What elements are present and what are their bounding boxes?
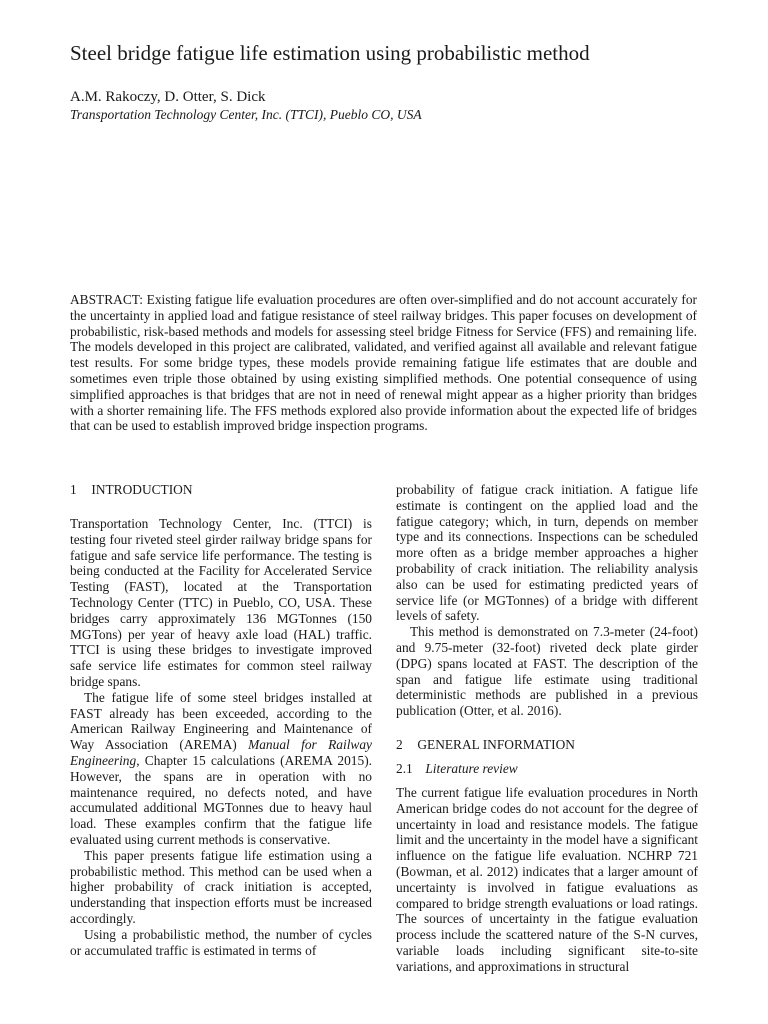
subsection-title: Literature review [425, 760, 518, 776]
manual-title: Manual for Railway Engineering [70, 737, 372, 768]
section-title: GENERAL INFORMATION [417, 736, 575, 752]
intro-paragraph-3: This paper presents fatigue life estimation using a probabilistic method. This method can be used when a higher probability of crack initiation is accepted, understanding that inspection efforts must be increased accordingly. [70, 847, 372, 926]
abstract: ABSTRACT: Existing fatigue life evaluation procedures are often over-simplified and do not account accurately for the uncertainty in applied load and fatigue resistance of steel railway bridges. This paper focuses on development of probabilistic, risk-based methods and models for assessing steel bridge Fitness for Service (FFS) and remaining life. The models developed in this project are calibrated, validated, and verified against all available and relevant fatigue test results. For some bridge types, these models provide remaining fatigue life estimates that are double and sometimes even triple those obtained by using existing simplified methods. One potential consequence of using simplified approaches is that bridges that are not in need of renewal might appear as a higher priority than bridges with a shorter remaining life. The FFS methods explored also provide information about the expected life of bridges that can be used to establish improved bridge inspection programs. [70, 292, 697, 434]
paper-authors: A.M. Rakoczy, D. Otter, S. Dick [70, 89, 266, 105]
section-number: 2 [396, 736, 403, 752]
section-number: 1 [70, 482, 77, 497]
paper-title: Steel bridge fatigue life estimation using probabilistic method [70, 41, 590, 65]
intro-paragraph-1: Transportation Technology Center, Inc. (TTCI) is testing four riveted steel girder railway bridge spans for fatigue and safe service life performance. The testing is being conducted at the Facility for Accelerated Service Testing (FAST), located at the Transportation Technology Center (TTC) in Pueblo, CO, USA. These bridges carry approximately 136 MGTonnes (150 MGTons) per year of heavy axle load (HAL) traffic. TTCI is using these bridges to investigate improved safe service life estimates for common steel railway bridge spans. [70, 516, 372, 689]
paper-affiliation: Transportation Technology Center, Inc. (TTCI), Pueblo CO, USA [70, 107, 422, 122]
section-heading-introduction [70, 482, 372, 498]
intro-paragraph-2 [70, 690, 372, 848]
subsection-heading-literature-review [396, 761, 698, 777]
right-column [396, 482, 698, 975]
intro-paragraph-2-after: , Chapter 15 calculations (AREMA 2015). However, the spans are in operation with no maintenance required, no defects noted, and have accumulated additional MGTonnes due to heavy haul load. These examples confirm that the fatigue life evaluated using current methods is conservative. [70, 752, 372, 847]
intro-paragraph-2-before: The fatigue life of some steel bridges installed at FAST already has been exceeded, according to the American Railway Engineering and Maintenance of Way Association (AREMA) [70, 689, 372, 753]
intro-paragraph-4: Using a probabilistic method, the number of cycles or accumulated traffic is estimated in terms of [70, 926, 372, 958]
section-title: INTRODUCTION [91, 482, 193, 497]
intro-paragraph-4-continued: probability of fatigue crack initiation. A fatigue life estimate is contingent on the applied load and the fatigue category; which, in turn, depends on member type and its connections. Inspections can be scheduled more often as a bridge member approaches a higher probability of crack initiation. The reliability analysis also can be used for estimating predicted years of service life (or MGTonnes) of a bridge with different levels of safety. [396, 482, 698, 624]
section-heading-general-information [396, 737, 698, 753]
intro-paragraph-5: This method is demonstrated on 7.3-meter (24-foot) and 9.75-meter (32-foot) riveted deck plate girder (DPG) spans located at FAST. The description of the span and fatigue life estimate using traditional deterministic methods are published in a previous publication (Otter, et al. 2016). [396, 624, 698, 719]
left-column [70, 482, 372, 958]
literature-paragraph-1: The current fatigue life evaluation procedures in North American bridge codes do not account for the degree of uncertainty in load and resistance models. The fatigue limit and the uncertainty in the model have a significant influence on the fatigue life evaluation. NCHRP 721 (Bowman, et al. 2012) indicates that a larger amount of uncertainty is involved in fatigue evaluations as compared to bridge strength evaluations or load ratings. The sources of uncertainty in the fatigue evaluation process include the scattered nature of the S-N curves, variable loads including significant site-to-site variations, and approximations in structural [396, 784, 698, 974]
subsection-number: 2.1 [396, 760, 413, 776]
